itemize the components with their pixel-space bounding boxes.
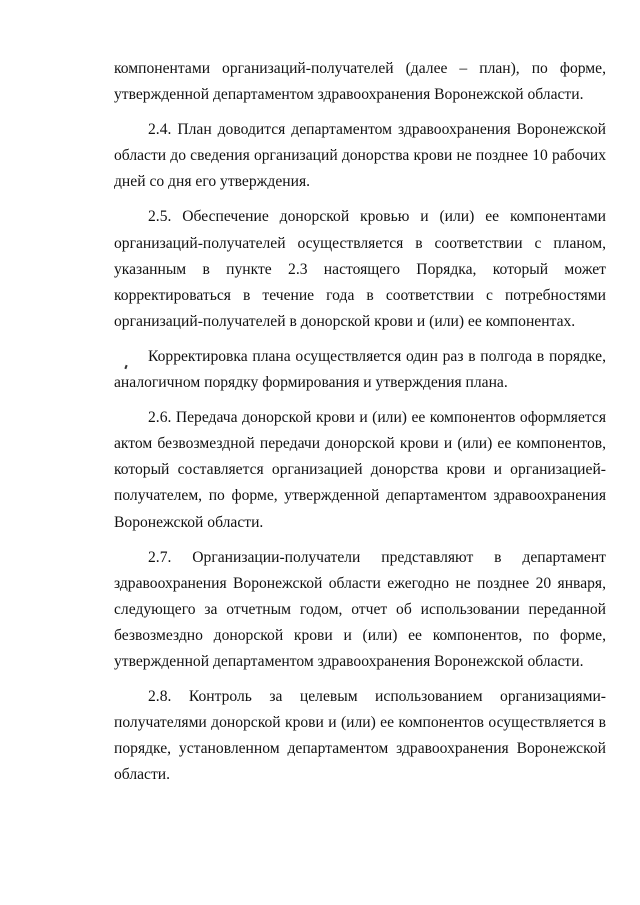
paragraph-2-8: 2.8. Контроль за целевым использованием организациями-получателями донорской крови и (или) ее компонентов осуществляется в порядке, установленном департаментом здравоохранения Воронежской области. xyxy=(114,688,606,784)
document-body xyxy=(114,56,606,788)
paragraph-2-7: 2.7. Организации-получатели представляют в департамент здравоохранения Воронежской области ежегодно не позднее 20 января, следующего за отчетным годом, отчет об использовании переданной безвозмездно донорской крови и (или) ее компонентов, по форме, утвержденной департаментом здравоохранения Воронежской области. xyxy=(114,548,606,670)
paragraph-correction: Корректировка плана осуществляется один раз в полгода в порядке, аналогичном порядку формирования и утверждения плана. xyxy=(114,347,606,392)
paragraph-2-6: 2.6. Передача донорской крови и (или) ее компонентов оформляется актом безвозмездной передачи донорской крови и (или) ее компонентов, который составляется организацией донорства крови и организацией-получателем, по форме, утвержденной департаментом здравоохранения Воронежской области. xyxy=(114,409,606,531)
paragraph-2-5: 2.5. Обеспечение донорской кровью и (или) ее компонентами организаций-получателей осуществляется в соответствии с планом, указанным в пункте 2.3 настоящего Порядка, который может корректироваться в течение года в соответствии с потребностями организаций-получателей в донорской крови и (или) ее компонентах. xyxy=(114,208,606,330)
paragraph-continuation: компонентами организаций-получателей (далее – план), по форме, утвержденной департаментом здравоохранения Воронежской области. xyxy=(114,60,606,104)
paragraph-2-4: 2.4. План доводится департаментом здравоохранения Воронежской области до сведения организаций донорства крови не позднее 10 рабочих дней со дня его утверждения. xyxy=(114,121,606,191)
